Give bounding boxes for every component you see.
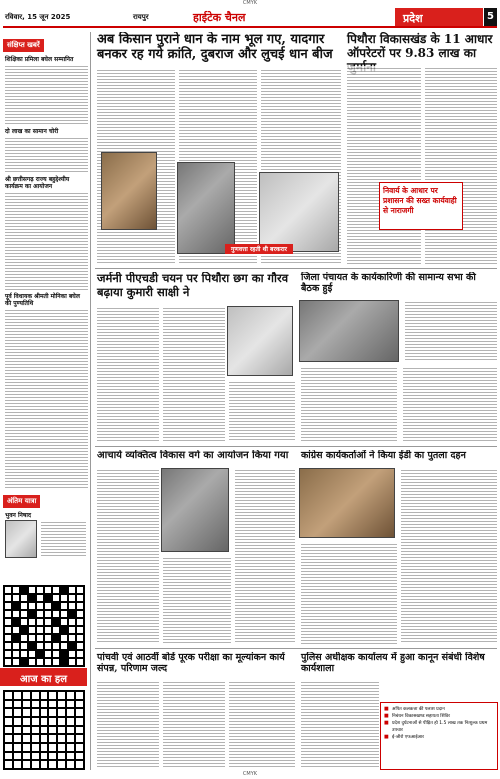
crossword-cell [52,650,60,658]
issue-date: रविवार, 15 जून 2025 [5,13,71,21]
sudoku-cell [13,708,22,717]
crossword-cell [36,594,44,602]
crossword-cell [20,642,28,650]
aacharya-article [95,450,295,646]
crossword-cell [4,610,12,618]
sudoku-cell [22,708,31,717]
crossword-cell [4,634,12,642]
panchayat-col-2 [301,366,397,442]
briefs-band: संक्षिप्त खबरें [3,39,44,52]
crossword-cell [76,602,84,610]
obituary-band: अंतिम यात्रा [3,495,40,508]
sudoku-cell [4,752,13,761]
sudoku-cell [66,708,75,717]
crossword-cell [20,618,28,626]
crossword-cell [68,586,76,594]
sudoku-cell [13,743,22,752]
sudoku-cell [22,726,31,735]
board-exam-article [95,652,295,770]
crossword-cell [68,658,76,666]
sudoku-cell [4,726,13,735]
sudoku-cell [22,691,31,700]
brief-headline-4: पूर्व विधायक श्रीमती मोनिका बघेल की पुण्यतिथि [5,293,80,307]
sudoku-cell [57,700,66,709]
crossword-cell [4,618,12,626]
sudoku-cell [31,760,40,769]
crossword-cell [76,658,84,666]
crossword-cell [60,618,68,626]
pithora-highlight-box [379,182,463,230]
crossword-cell [44,618,52,626]
sudoku-cell [40,752,49,761]
crossword-cell [20,586,28,594]
crossword-cell [60,634,68,642]
sudoku-cell [22,760,31,769]
crossword-cell [36,618,44,626]
sudoku-cell [31,752,40,761]
sudoku-cell [57,734,66,743]
sudoku-cell [40,717,49,726]
sudoku-cell [22,700,31,709]
pithora-col-2 [425,66,497,264]
sudoku-cell [48,760,57,769]
aacharya-col-3 [235,468,295,644]
divider [95,268,497,269]
sudoku-cell [40,700,49,709]
crossword-cell [28,634,36,642]
crossword-cell [76,594,84,602]
sudoku-cell [40,691,49,700]
crossword-cell [4,658,12,666]
congress-col-1 [301,542,397,644]
lead-headline: अब किसान पुराने धान के नाम भूल गए, यादगार बनकर रह गये क्रांति, दुबराज और लुचई धान बीज [97,32,333,63]
sudoku-cell [31,691,40,700]
crossword-cell [52,642,60,650]
sudoku-cell [31,726,40,735]
pithora-article [345,32,497,266]
sudoku-cell [13,717,22,726]
sudoku-cell [48,700,57,709]
crossword-cell [36,626,44,634]
panchayat-headline: जिला पंचायत के कार्यकारिणी की सामान्य सभा की बैठक हुई [301,272,476,295]
crossword-cell [44,610,52,618]
crossword-cell [44,658,52,666]
sudoku-cell [75,760,84,769]
crossword-cell [44,626,52,634]
police-headline: पुलिस अधीक्षक कार्यालय में हुआ कानून संबंधी विशेष कार्यशाला [301,652,485,675]
sudoku-cell [48,734,57,743]
sudoku-cell [40,708,49,717]
lead-article [95,32,341,266]
crossword-cell [28,650,36,658]
crossword-cell [28,642,36,650]
crossword-cell [60,658,68,666]
sudoku-cell [75,752,84,761]
brief-headline-3: श्री छत्तीसगढ़ राज्य बहुद्देश्यीय कार्यक्रम का आयोजन [5,176,70,190]
paper-name: हाईटेक चैनल [193,11,246,24]
crossword-cell [4,586,12,594]
paddy-photo [177,162,235,254]
crossword-cell [52,602,60,610]
crossword-cell [20,626,28,634]
sudoku-cell [48,691,57,700]
sudoku-cell [48,743,57,752]
brief-body-4 [5,308,88,488]
sudoku-grid [3,690,85,770]
aacharya-col-2 [163,556,231,644]
brief-body-2 [5,136,88,174]
pithora-headline: पिथौरा विकासखंड के 11 आधार ऑपरेटरों पर 9.83 लाख का [347,32,493,61]
divider [95,446,497,447]
page-number: 5 [484,8,497,26]
meeting-photo [299,300,399,362]
crossword-cell [68,602,76,610]
crossword-cell [20,634,28,642]
sudoku-cell [22,734,31,743]
brief-headline-2: दो लाख का सामान चोरी [5,128,59,135]
sudoku-cell [4,743,13,752]
sudoku-cell [66,760,75,769]
sudoku-cell [66,700,75,709]
sudoku-cell [75,700,84,709]
crossword-cell [28,594,36,602]
crossword-cell [52,658,60,666]
grain-photo [259,172,339,252]
sudoku-cell [31,700,40,709]
congress-headline: कांग्रेस कार्यकर्ताओं ने किया ईडी का पुतला दहन [301,450,466,461]
sudoku-cell [48,752,57,761]
crossword-cell [44,586,52,594]
panchayat-col-3 [403,366,497,442]
sudoku-cell [75,708,84,717]
sudoku-cell [13,734,22,743]
board-col-1 [97,680,159,768]
sudoku-cell [4,708,13,717]
aacharya-photo [161,468,229,552]
crossword-cell [4,650,12,658]
crossword-cell [36,658,44,666]
crossword-cell [52,626,60,634]
crossword-cell [4,626,12,634]
crossword-cell [76,642,84,650]
sudoku-cell [4,734,13,743]
german-col-2 [163,306,225,442]
police-info-row-4: ■ ई-जीरो एफआईआर [384,734,494,741]
crossword-cell [36,586,44,594]
german-col-1 [97,306,159,442]
sudoku-cell [66,743,75,752]
police-info-box [380,702,498,770]
sudoku-cell [75,726,84,735]
sudoku-cell [48,708,57,717]
aacharya-headline: आचार्य व्यक्तित्व विकास वर्ग का आयोजन किया गया [97,450,289,461]
sudoku-cell [31,708,40,717]
crossword-cell [28,602,36,610]
sudoku-cell [22,743,31,752]
sudoku-cell [57,691,66,700]
lead-photo-caption: गुणवत्ता रहती थी बरकरार [225,244,293,254]
german-col-3 [229,380,295,442]
crossword-cell [36,602,44,610]
sudoku-cell [75,691,84,700]
crossword-cell [12,602,20,610]
crossword-cell [52,610,60,618]
crossword-cell [28,586,36,594]
sudoku-cell [22,752,31,761]
panchayat-col-1 [405,300,497,362]
sudoku-cell [40,734,49,743]
police-col-1 [301,680,379,768]
crossword-cell [20,594,28,602]
sudoku-cell [40,726,49,735]
police-info-row-1: ■ अपित कलकत्ता की पलाश प्रदान [384,706,494,713]
sudoku-cell [22,717,31,726]
sudoku-cell [66,691,75,700]
crossword-cell [60,586,68,594]
sudoku-cell [75,734,84,743]
effigy-photo [299,468,395,538]
sudoku-cell [4,691,13,700]
sudoku-cell [66,717,75,726]
board-col-3 [229,680,295,768]
crossword-cell [20,610,28,618]
crossword-cell [4,602,12,610]
brief-body-1 [5,64,88,126]
sudoku-cell [57,708,66,717]
crossword-cell [36,642,44,650]
crossword-cell [60,594,68,602]
board-col-2 [163,680,225,768]
sudoku-cell [75,717,84,726]
crossword-cell [68,642,76,650]
sakshi-photo [227,306,293,376]
sudoku-cell [66,752,75,761]
sudoku-cell [13,691,22,700]
brief-body-3 [5,191,88,291]
sudoku-cell [13,760,22,769]
sudoku-cell [4,760,13,769]
crossword-cell [12,586,20,594]
edition-city: रायपुर [133,13,149,21]
pithora-highlight-text: निवार्य के आधार पर प्रशासन की सख्त कार्यवाही से नाराजगी [383,186,457,215]
masthead [3,8,497,28]
german-headline: जर्मनी पीएचडी चयन पर पिथौरा छग का गौरव बढ़ाया कुमारी साक्षी ने [97,272,289,299]
sudoku-cell [13,700,22,709]
sudoku-cell [4,700,13,709]
sudoku-cell [57,717,66,726]
sudoku-cell [57,752,66,761]
crossword-cell [52,586,60,594]
crossword-cell [60,626,68,634]
crossword-cell [36,634,44,642]
section-label: प्रदेश [395,8,483,26]
obituary-name: भुवन निषाद [5,512,32,519]
crossword-cell [36,610,44,618]
crossword-cell [44,594,52,602]
crossword-cell [28,626,36,634]
crossword-cell [68,594,76,602]
sudoku-cell [48,726,57,735]
crossword-cell [12,610,20,618]
crossword-cell [12,642,20,650]
sudoku-cell [31,734,40,743]
crossword-cell [76,626,84,634]
crossword-cell [12,634,20,642]
crossword-cell [68,610,76,618]
congress-col-2 [401,468,497,644]
crossword-cell [68,618,76,626]
crossword-cell [28,618,36,626]
crossword-cell [60,642,68,650]
crossword-cell [4,642,12,650]
crossword-cell [68,650,76,658]
crossword-cell [44,634,52,642]
sudoku-cell [31,717,40,726]
crossword-cell [76,650,84,658]
divider [95,648,497,649]
cmyk-bottom-mark: CMYK [242,771,258,777]
crossword-cell [28,610,36,618]
crossword-cell [76,610,84,618]
crossword-cell [20,650,28,658]
crossword-cell [12,626,20,634]
panchayat-article [299,272,497,444]
sudoku-cell [66,734,75,743]
crossword-cell [20,602,28,610]
sudoku-cell [66,726,75,735]
sudoku-cell [75,743,84,752]
board-headline: पांचवी एवं आठवीं बोर्ड पूरक परीक्षा का मूल्यांकन कार्य संपन्न, परिणाम जल्द [97,652,285,675]
crossword-cell [68,626,76,634]
german-phd-article [95,272,295,444]
crossword-cell [76,634,84,642]
sudoku-cell [4,717,13,726]
farmer-photo [101,152,157,230]
crossword-cell [44,642,52,650]
sudoku-cell [57,726,66,735]
crossword-grid [3,585,85,667]
crossword-cell [52,634,60,642]
crossword-cell [4,594,12,602]
pithora-col-1 [347,66,421,264]
sudoku-cell [57,760,66,769]
cmyk-top-mark: CMYK [242,0,258,6]
crossword-cell [68,634,76,642]
aaj-ka-hal-band: आज का हल [0,668,87,686]
crossword-cell [44,602,52,610]
sudoku-cell [31,743,40,752]
crossword-cell [44,650,52,658]
crossword-cell [60,610,68,618]
crossword-cell [12,650,20,658]
sudoku-cell [48,717,57,726]
crossword-cell [76,586,84,594]
crossword-cell [60,602,68,610]
crossword-cell [52,594,60,602]
obituary-photo [5,520,37,558]
crossword-cell [12,618,20,626]
congress-article [299,450,497,646]
crossword-cell [12,658,20,666]
crossword-cell [76,618,84,626]
aacharya-col-1 [97,468,159,644]
crossword-cell [12,594,20,602]
sudoku-cell [40,743,49,752]
crossword-cell [52,618,60,626]
sudoku-cell [13,752,22,761]
crossword-cell [28,658,36,666]
brief-headline-1: शिक्षिका प्रमिला बघेल सम्मानित [5,56,74,63]
sudoku-cell [57,743,66,752]
sudoku-cell [13,726,22,735]
police-info-row-3: ■ प्रदेश दुर्घटनाओं से पीड़ित हो 1.5 लाख तक निःशुल्क प्रथम उपचार [384,720,494,734]
obituary-body [41,520,86,558]
crossword-cell [60,650,68,658]
crossword-cell [36,650,44,658]
sudoku-cell [40,760,49,769]
police-info-row-2: ■ निबंधन विकासखण्ड सहायता शिविर [384,713,494,720]
crossword-cell [20,658,28,666]
